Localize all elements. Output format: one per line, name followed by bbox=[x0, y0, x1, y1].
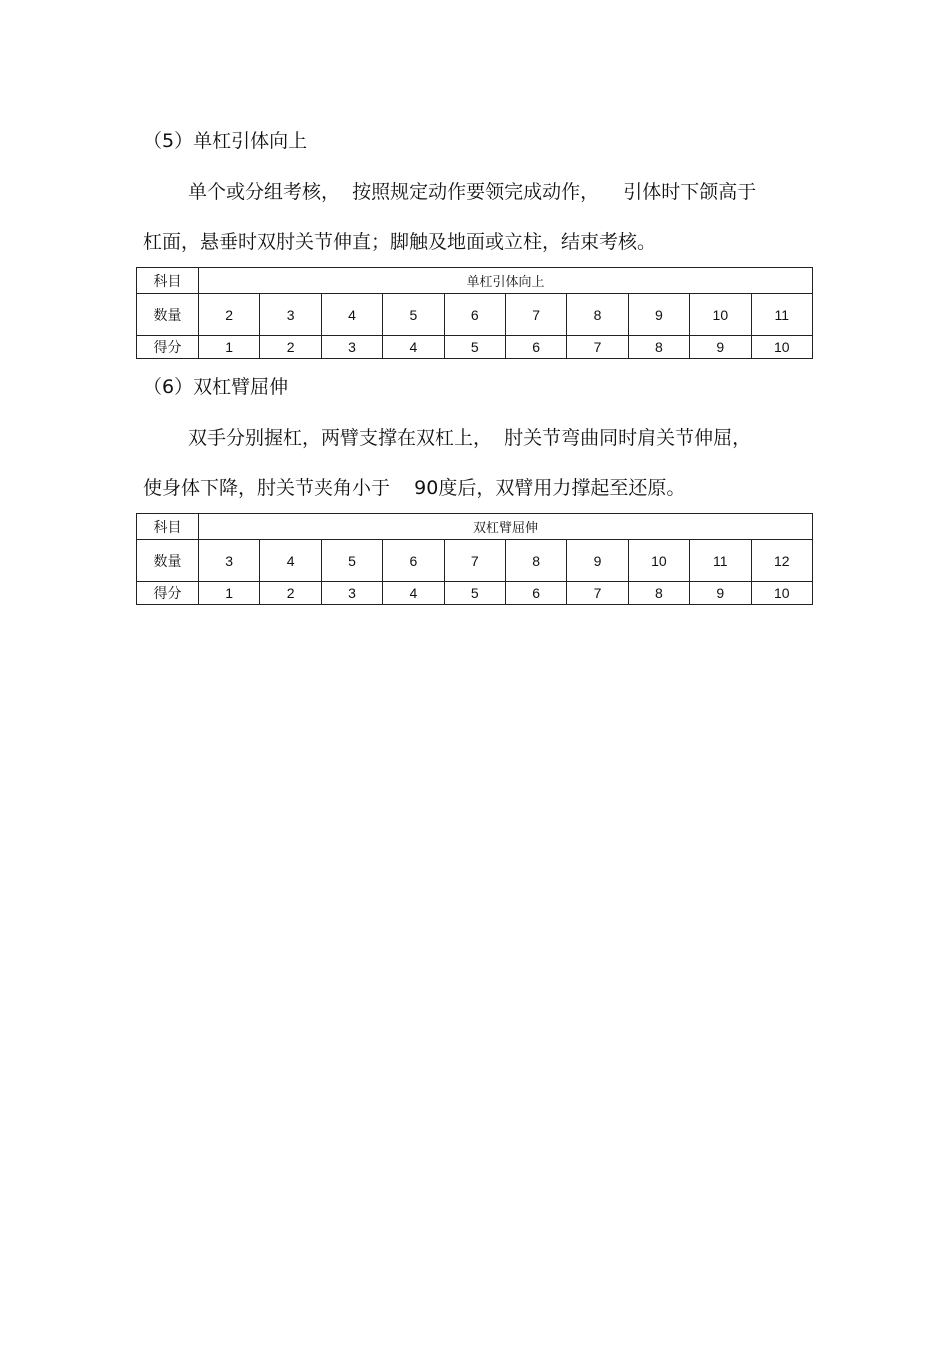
table-row-count bbox=[137, 540, 813, 582]
table-row-score bbox=[137, 336, 813, 359]
score-cell: 5 bbox=[444, 582, 505, 605]
score-cell: 4 bbox=[383, 582, 444, 605]
score-cell: 10 bbox=[751, 582, 812, 605]
count-cell: 10 bbox=[690, 294, 751, 336]
section-6-paragraph-line-2: 使身体下降，肘关节夹角小于 90度后，双臂用力撑起至还原。 bbox=[143, 477, 686, 499]
score-cell: 3 bbox=[321, 582, 382, 605]
score-cell: 4 bbox=[383, 336, 444, 359]
score-cell: 7 bbox=[567, 336, 628, 359]
table-row-count bbox=[137, 294, 813, 336]
score-cell: 1 bbox=[199, 582, 260, 605]
score-label-cell: 得分 bbox=[137, 336, 199, 359]
count-label-cell: 数量 bbox=[137, 540, 199, 582]
section-6-heading: （6）双杠臂屈伸 bbox=[143, 376, 289, 398]
count-cell: 3 bbox=[260, 294, 321, 336]
count-cell: 10 bbox=[628, 540, 689, 582]
score-cell: 2 bbox=[260, 582, 321, 605]
subject-label-cell: 科目 bbox=[137, 268, 199, 294]
count-cell: 8 bbox=[567, 294, 628, 336]
score-cell: 10 bbox=[751, 336, 812, 359]
score-cell: 9 bbox=[690, 336, 751, 359]
count-cell: 7 bbox=[444, 540, 505, 582]
count-cell: 11 bbox=[751, 294, 812, 336]
table-row-subject bbox=[137, 514, 813, 540]
count-cell: 3 bbox=[199, 540, 260, 582]
count-cell: 9 bbox=[628, 294, 689, 336]
count-cell: 4 bbox=[260, 540, 321, 582]
score-cell: 2 bbox=[260, 336, 321, 359]
subject-name-cell: 双杠臂屈伸 bbox=[199, 514, 813, 540]
subject-label-cell: 科目 bbox=[137, 514, 199, 540]
score-cell: 9 bbox=[690, 582, 751, 605]
score-label-cell: 得分 bbox=[137, 582, 199, 605]
count-cell: 4 bbox=[321, 294, 382, 336]
count-cell: 7 bbox=[505, 294, 566, 336]
count-cell: 6 bbox=[444, 294, 505, 336]
score-cell: 7 bbox=[567, 582, 628, 605]
section-6-paragraph-line-1: 双手分别握杠，两臂支撑在双杠上， 肘关节弯曲同时肩关节伸屈， bbox=[188, 427, 752, 449]
score-cell: 1 bbox=[199, 336, 260, 359]
subject-name-cell: 单杠引体向上 bbox=[199, 268, 813, 294]
count-cell: 11 bbox=[690, 540, 751, 582]
pull-up-score-table bbox=[136, 267, 813, 359]
section-5-paragraph-line-1: 单个或分组考核， 按照规定动作要领完成动作， 引体时下颌高于 bbox=[188, 181, 757, 203]
count-cell: 8 bbox=[505, 540, 566, 582]
score-cell: 3 bbox=[321, 336, 382, 359]
table-row-subject bbox=[137, 268, 813, 294]
count-cell: 5 bbox=[321, 540, 382, 582]
score-cell: 6 bbox=[505, 336, 566, 359]
dips-score-table bbox=[136, 513, 813, 605]
score-cell: 6 bbox=[505, 582, 566, 605]
count-label-cell: 数量 bbox=[137, 294, 199, 336]
count-cell: 2 bbox=[199, 294, 260, 336]
count-cell: 6 bbox=[383, 540, 444, 582]
count-cell: 12 bbox=[751, 540, 812, 582]
table-row-score bbox=[137, 582, 813, 605]
section-5-paragraph-line-2: 杠面，悬垂时双肘关节伸直；脚触及地面或立柱，结束考核。 bbox=[143, 231, 657, 253]
score-cell: 5 bbox=[444, 336, 505, 359]
score-cell: 8 bbox=[628, 336, 689, 359]
count-cell: 9 bbox=[567, 540, 628, 582]
section-5-heading: （5）单杠引体向上 bbox=[143, 130, 308, 152]
score-cell: 8 bbox=[628, 582, 689, 605]
count-cell: 5 bbox=[383, 294, 444, 336]
